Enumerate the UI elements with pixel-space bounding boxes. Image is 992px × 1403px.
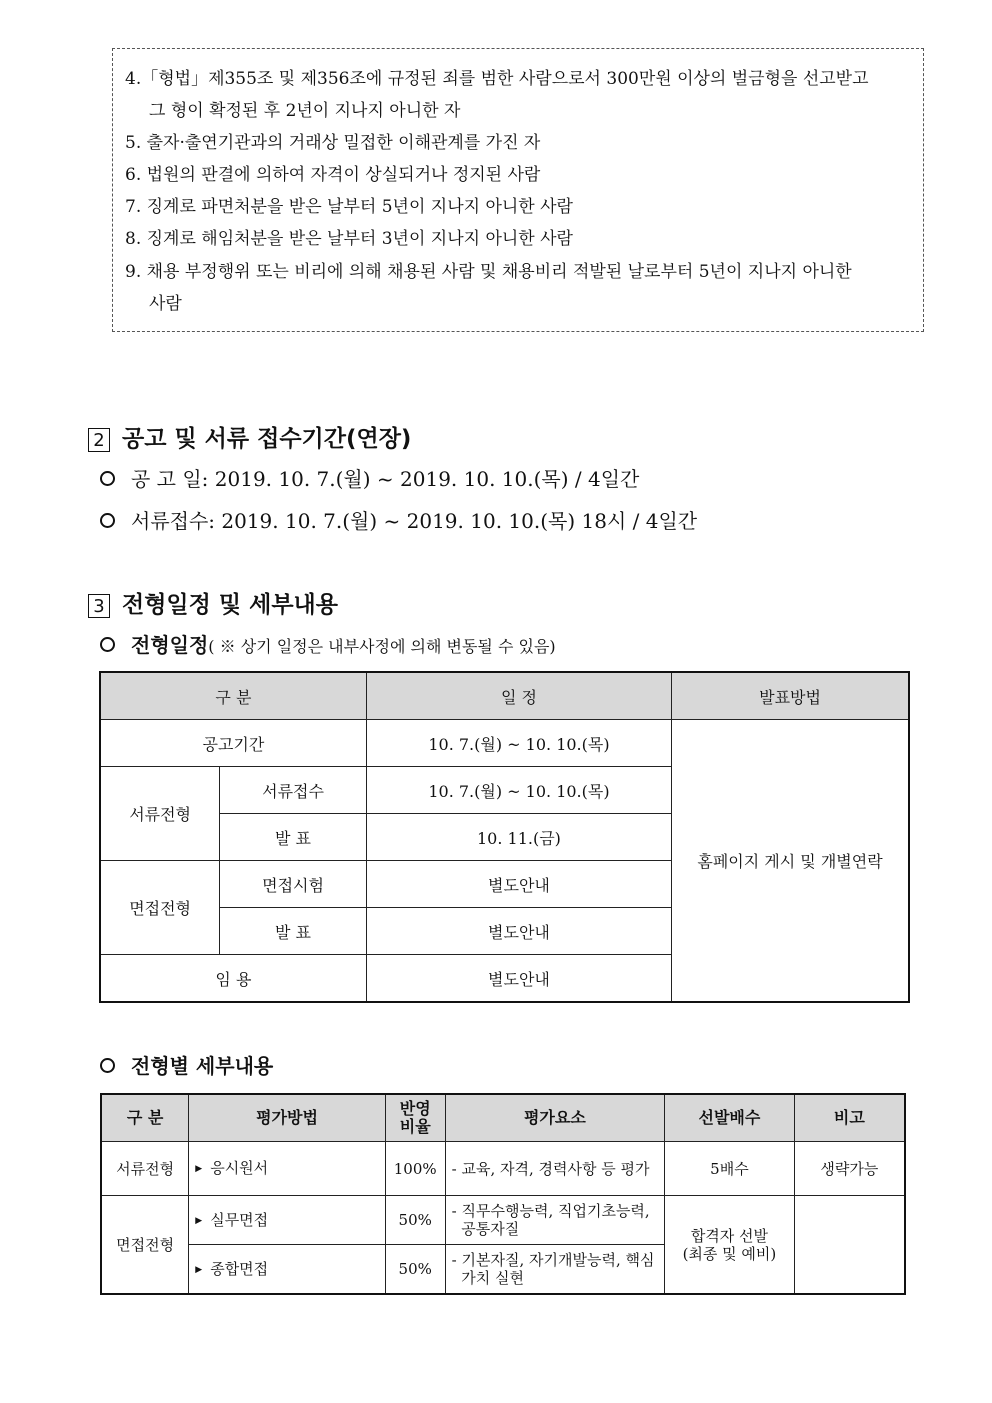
item-4-line1: 4.「형법」제355조 및 제356조에 규정된 죄를 범한 사람으로서 300만원 이상의 벌금형을 선고받고 [125,69,869,89]
schedule-note: ( ※ 상기 일정은 내부사정에 의해 변동될 수 있음) [208,637,556,656]
doc-result-label: 발 표 [220,814,367,861]
hire-date: 별도안내 [366,955,671,1003]
section-2-number: 2 [88,428,110,452]
item-6: 6. 법원의 판결에 의하여 자격이 상실되거나 정지된 사람 [125,165,541,185]
int-cat: 면접전형 [101,1196,189,1295]
notice-date: 10. 7.(월) ~ 10. 10.(목) [366,720,671,767]
hire-label: 임 용 [100,955,366,1003]
int-exam-date: 별도안내 [366,861,671,908]
schedule-label: 전형일정 [131,633,209,657]
general-el2: 가치 실현 [461,1269,524,1287]
header-announce: 발표방법 [672,672,909,720]
section-2-title [88,420,411,453]
schedule-heading [100,629,556,658]
int-note [794,1196,905,1295]
section-3-number: 3 [88,594,110,618]
doc-receipt-label: 서류접수 [220,767,367,814]
practical-method [189,1196,385,1245]
int-multiple-line2: (최종 및 예비) [682,1244,777,1263]
doc-receipt-date: 10. 7.(월) ~ 10. 10.(목) [366,767,671,814]
doc-cat: 서류전형 [101,1142,189,1196]
int-exam-label: 면접시험 [220,861,367,908]
disqualification-box [112,48,924,332]
doc-group: 서류전형 [100,767,220,861]
receipt-period [100,505,697,534]
general-method [189,1245,385,1295]
detail-header-note: 비고 [794,1094,905,1142]
doc-method [189,1142,385,1196]
item-5: 5. 출자·출연기관과의 거래상 밀접한 이해관계를 가진 자 [125,133,541,153]
int-result-date: 별도안내 [366,908,671,955]
int-result-label: 발 표 [220,908,367,955]
int-group: 면접전형 [100,861,220,955]
practical-elements [445,1196,664,1245]
practical-el2: 공통자질 [461,1220,520,1238]
doc-method-text: 응시원서 [210,1159,269,1177]
ratio-header-line1: 반영 [399,1099,431,1118]
doc-note: 생략가능 [794,1142,905,1196]
triangle-bullet-icon: ▶ [195,1264,203,1275]
item-7: 7. 징계로 파면처분을 받은 날부터 5년이 지나지 아니한 사람 [125,197,573,217]
detail-header-multiple: 선발배수 [665,1094,795,1142]
ratio-header-line2: 비율 [399,1117,431,1136]
detail-header-elements: 평가요소 [445,1094,664,1142]
triangle-bullet-icon: ▶ [195,1164,203,1174]
announce-method: 홈페이지 게시 및 개별연락 [672,720,909,1003]
detail-heading [100,1050,273,1079]
detail-header-method: 평가방법 [189,1094,385,1142]
section-3-title-text: 전형일정 및 세부내용 [122,592,338,618]
triangle-bullet-icon: ▶ [195,1215,203,1226]
schedule-table [99,671,910,1003]
item-9-line2: 사람 [149,294,182,314]
item-8: 8. 징계로 해임처분을 받은 날부터 3년이 지나지 아니한 사람 [125,229,573,249]
int-multiple [665,1196,795,1295]
doc-elements: - 교육, 자격, 경력사항 등 평가 [445,1142,664,1196]
circle-bullet-icon [100,471,115,486]
practical-method-text: 실무면접 [210,1210,269,1229]
notice-period-text: 공 고 일: 2019. 10. 7.(월) ~ 2019. 10. 10.(목) / 4일간 [131,467,640,491]
header-category: 구 분 [100,672,366,720]
notice-label: 공고기간 [100,720,366,767]
circle-bullet-icon [100,513,115,528]
header-schedule: 일 정 [366,672,671,720]
circle-bullet-icon [100,637,115,652]
detail-label: 전형별 세부내용 [131,1054,274,1078]
detail-header-ratio [385,1094,445,1142]
doc-ratio: 100% [385,1142,445,1196]
int-multiple-line1: 합격자 선발 [690,1226,769,1245]
circle-bullet-icon [100,1058,115,1073]
detail-table [100,1093,906,1295]
section-3-title [88,586,338,619]
general-ratio: 50% [385,1245,445,1295]
receipt-period-text: 서류접수: 2019. 10. 7.(월) ~ 2019. 10. 10.(목) 18시 / 4일간 [131,509,698,533]
doc-multiple: 5배수 [665,1142,795,1196]
doc-result-date: 10. 11.(금) [366,814,671,861]
general-method-text: 종합면접 [210,1259,269,1278]
general-el1: - 기본자질, 자기개발능력, 핵심 [451,1251,655,1269]
notice-period [100,463,639,492]
practical-ratio: 50% [385,1196,445,1245]
item-4-line2: 그 형이 확정된 후 2년이 지나지 아니한 자 [149,101,461,121]
practical-el1: - 직무수행능력, 직업기초능력, [451,1202,650,1220]
detail-header-cat: 구 분 [101,1094,189,1142]
section-2-title-text: 공고 및 서류 접수기간(연장) [122,426,412,452]
item-9-line1: 9. 채용 부정행위 또는 비리에 의해 채용된 사람 및 채용비리 적발된 날로부터 5년이 지나지 아니한 [125,262,852,282]
general-elements [445,1245,664,1295]
